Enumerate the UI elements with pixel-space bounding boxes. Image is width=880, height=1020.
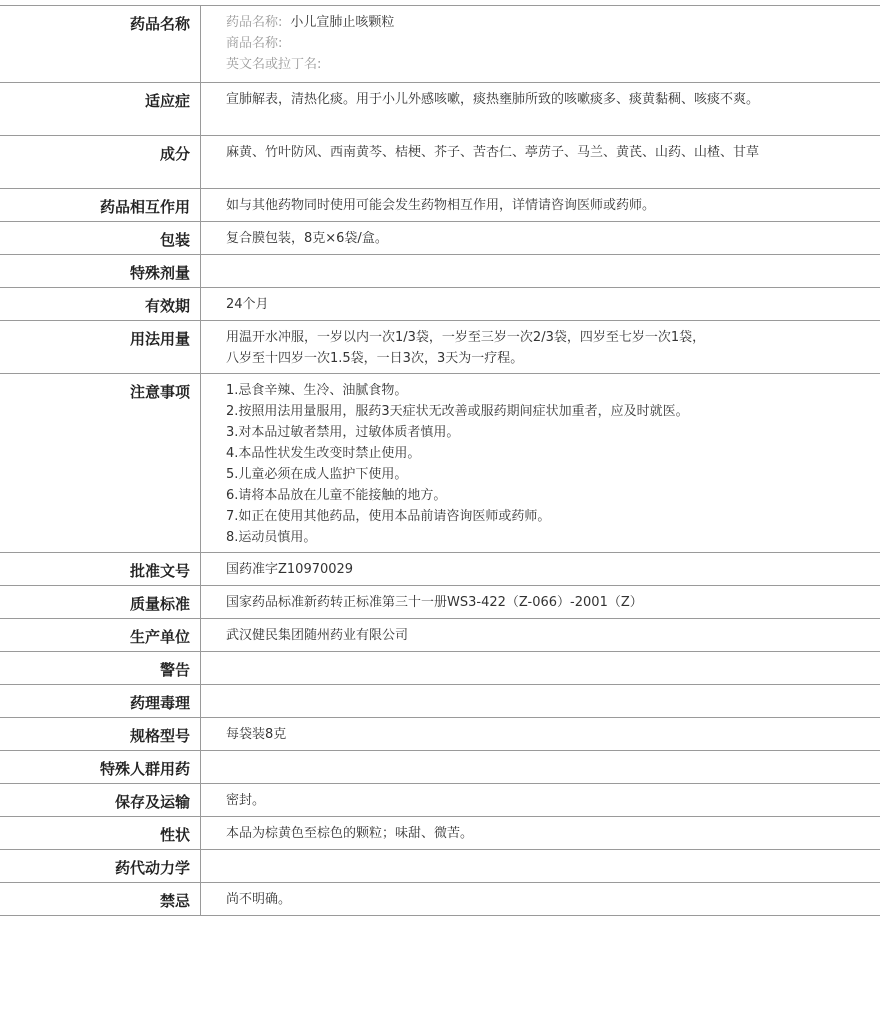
precaution-item: 6.请将本品放在儿童不能接触的地方。	[226, 488, 447, 503]
row-packaging	[0, 222, 880, 255]
row-shelf-life	[0, 288, 880, 321]
value-description: 本品为棕黄色至棕色的颗粒；味甜、微苦。	[201, 817, 880, 850]
value-special-populations	[201, 751, 880, 784]
label-pharmacokinetics: 药代动力学	[0, 850, 201, 883]
precaution-item: 2.按照用法用量服用，服药3天症状无改善或服药期间症状加重者，应及时就医。	[226, 404, 689, 419]
label-special-dosage: 特殊剂量	[0, 255, 201, 288]
row-special-populations	[0, 751, 880, 784]
value-pharmacology	[201, 685, 880, 718]
value-pharmacokinetics	[201, 850, 880, 883]
row-contraindications	[0, 883, 880, 916]
value-packaging: 复合膜包装，8克×6袋/盒。	[201, 222, 880, 255]
value-special-dosage	[201, 255, 880, 288]
label-precautions: 注意事项	[0, 374, 201, 553]
value-shelf-life: 24个月	[201, 288, 880, 321]
row-approval-number	[0, 553, 880, 586]
precaution-item: 3.对本品过敏者禁用，过敏体质者慎用。	[226, 425, 460, 440]
drug-name-value: 小儿宣肺止咳颗粒	[290, 15, 395, 30]
value-drug-names	[201, 6, 880, 83]
precaution-item: 5.儿童必须在成人监护下使用。	[226, 467, 408, 482]
row-precautions	[0, 374, 880, 553]
value-indications: 宣肺解表，清热化痰。用于小儿外感咳嗽，痰热壅肺所致的咳嗽痰多、痰黄黏稠、咳痰不爽。	[226, 92, 760, 107]
trade-name-label: 商品名称:	[226, 36, 283, 51]
row-pharmacology	[0, 685, 880, 718]
row-warning	[0, 652, 880, 685]
label-pharmacology: 药理毒理	[0, 685, 201, 718]
precaution-item: 8.运动员慎用。	[226, 530, 317, 545]
row-dosage	[0, 321, 880, 374]
english-name-line	[226, 54, 790, 75]
value-approval-number: 国药准字Z10970029	[201, 553, 880, 586]
label-approval-number: 批准文号	[0, 553, 201, 586]
row-special-dosage	[0, 255, 880, 288]
row-manufacturer	[0, 619, 880, 652]
value-storage: 密封。	[201, 784, 880, 817]
label-drug-names: 药品名称	[0, 6, 201, 83]
label-warning: 警告	[0, 652, 201, 685]
label-description: 性状	[0, 817, 201, 850]
value-precautions	[201, 374, 880, 553]
row-quality-standard	[0, 586, 880, 619]
label-dosage: 用法用量	[0, 321, 201, 374]
value-dosage	[201, 321, 880, 374]
row-interactions	[0, 189, 880, 222]
row-description	[0, 817, 880, 850]
trade-name-line	[226, 33, 790, 54]
value-interactions: 如与其他药物同时使用可能会发生药物相互作用，详情请咨询医师或药师。	[201, 189, 880, 222]
drug-spec-table	[0, 5, 880, 916]
label-quality-standard: 质量标准	[0, 586, 201, 619]
label-contraindications: 禁忌	[0, 883, 201, 916]
label-ingredients: 成分	[0, 136, 201, 189]
row-specification	[0, 718, 880, 751]
precaution-item: 4.本品性状发生改变时禁止使用。	[226, 446, 421, 461]
value-quality-standard: 国家药品标准新药转正标准第三十一册WS3-422（Z-066）-2001（Z）	[201, 586, 880, 619]
drug-name-label: 药品名称:	[226, 15, 283, 30]
label-packaging: 包装	[0, 222, 201, 255]
label-storage: 保存及运输	[0, 784, 201, 817]
value-specification: 每袋装8克	[201, 718, 880, 751]
row-indications	[0, 83, 880, 136]
drug-name-line	[226, 12, 790, 33]
label-interactions: 药品相互作用	[0, 189, 201, 222]
value-warning	[201, 652, 880, 685]
label-special-populations: 特殊人群用药	[0, 751, 201, 784]
row-storage	[0, 784, 880, 817]
label-shelf-life: 有效期	[0, 288, 201, 321]
value-manufacturer: 武汉健民集团随州药业有限公司	[201, 619, 880, 652]
dosage-line: 用温开水冲服，一岁以内一次1/3袋，一岁至三岁一次2/3袋，四岁至七岁一次1袋，	[226, 330, 706, 345]
row-ingredients	[0, 136, 880, 189]
label-manufacturer: 生产单位	[0, 619, 201, 652]
precaution-item: 7.如正在使用其他药品，使用本品前请咨询医师或药师。	[226, 509, 551, 524]
english-name-label: 英文名或拉丁名:	[226, 57, 322, 72]
row-drug-names	[0, 6, 880, 83]
value-ingredients: 麻黄、竹叶防风、西南黄芩、桔梗、芥子、苦杏仁、葶苈子、马兰、黄芪、山药、山楂、甘草	[226, 145, 760, 160]
precaution-item: 1.忌食辛辣、生冷、油腻食物。	[226, 383, 408, 398]
row-pharmacokinetics	[0, 850, 880, 883]
value-contraindications: 尚不明确。	[201, 883, 880, 916]
label-specification: 规格型号	[0, 718, 201, 751]
label-indications: 适应症	[0, 83, 201, 136]
dosage-line: 八岁至十四岁一次1.5袋，一日3次，3天为一疗程。	[226, 351, 524, 366]
